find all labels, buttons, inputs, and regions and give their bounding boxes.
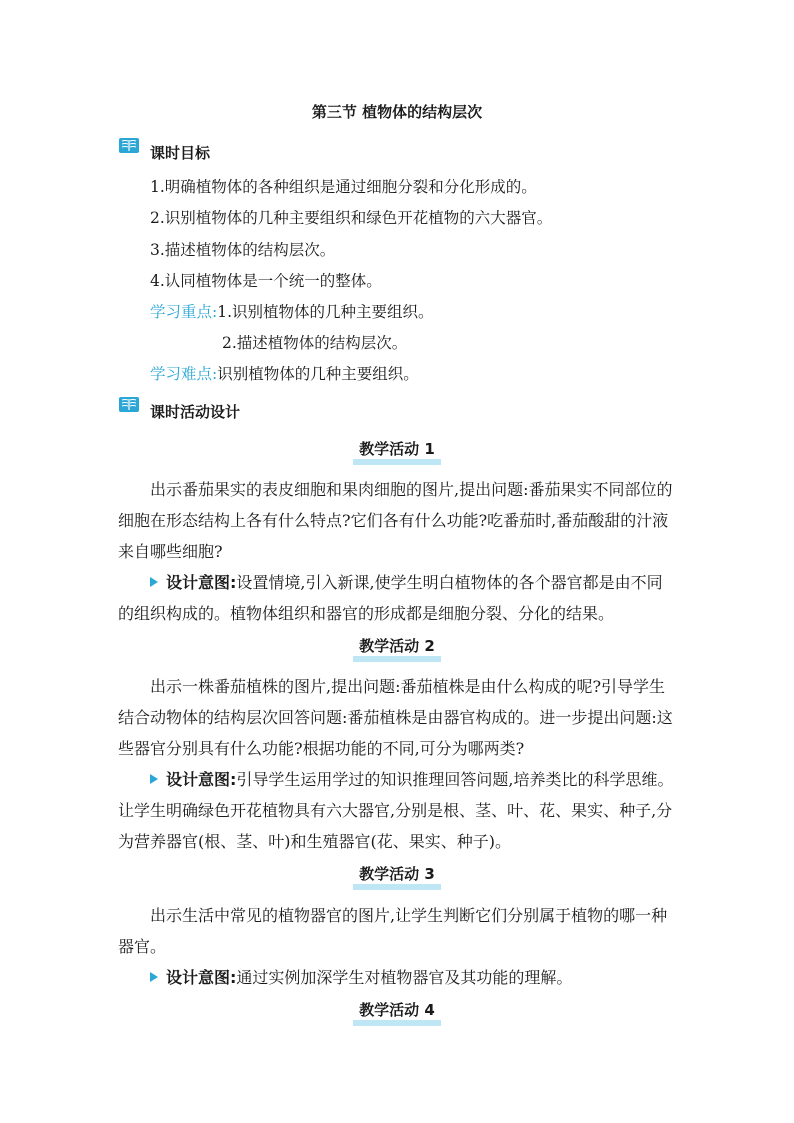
difficulty-line bbox=[150, 362, 419, 384]
design-text: 通过实例加深学生对植物器官及其功能的理解。 bbox=[236, 968, 573, 987]
activity-heading bbox=[0, 863, 794, 888]
activity-heading bbox=[0, 635, 794, 660]
design-intent-line bbox=[150, 965, 712, 988]
paragraph-line: 让学生明确绿色开花植物具有六大器官,分别是根、茎、叶、花、果实、种子,分 bbox=[118, 801, 673, 820]
book-icon bbox=[119, 396, 139, 416]
triangle-bullet-icon bbox=[150, 972, 158, 982]
difficulty-label: 学习难点: bbox=[150, 365, 218, 383]
paragraph-line: 来自哪些细胞? bbox=[118, 542, 223, 561]
design-label: 设计意图: bbox=[166, 770, 237, 789]
page-title: 第三节 植物体的结构层次 bbox=[311, 103, 483, 121]
design-intent-line bbox=[150, 570, 712, 593]
section-title-goals: 课时目标 bbox=[150, 144, 211, 162]
difficulty-text: 识别植物体的几种主要组织。 bbox=[217, 365, 419, 383]
design-text: 引导学生运用学过的知识推理回答问题,培养类比的科学思维。 bbox=[236, 770, 674, 789]
goal-item: 2.识别植物体的几种主要组织和绿色开花植物的六大器官。 bbox=[150, 209, 553, 227]
paragraph-line: 出示生活中常见的植物器官的图片,让学生判断它们分别属于植物的哪一种 bbox=[150, 906, 668, 925]
paragraph-line: 细胞在形态结构上各有什么特点?它们各有什么功能?吃番茄时,番茄酸甜的汁液 bbox=[118, 511, 669, 530]
activity-heading bbox=[0, 999, 794, 1024]
paragraph-line: 出示一株番茄植株的图片,提出问题:番茄植株是由什么构成的呢?引导学生 bbox=[150, 677, 666, 696]
activity-heading bbox=[0, 438, 794, 463]
section-title-activities: 课时活动设计 bbox=[150, 403, 241, 421]
goal-item: 3.描述植物体的结构层次。 bbox=[150, 241, 336, 259]
paragraph-line: 为营养器官(根、茎、叶)和生殖器官(花、果实、种子)。 bbox=[118, 832, 511, 851]
paragraph-line: 结合动物体的结构层次回答问题:番茄植株是由器官构成的。进一步提出问题:这 bbox=[118, 708, 673, 727]
design-label: 设计意图: bbox=[166, 968, 237, 987]
book-icon bbox=[119, 137, 139, 157]
triangle-bullet-icon bbox=[150, 774, 158, 784]
paragraph-line: 的组织构成的。植物体组织和器官的形成都是细胞分裂、分化的结果。 bbox=[118, 604, 615, 623]
activity-title: 教学活动 3 bbox=[359, 865, 435, 883]
paragraph-line: 器官。 bbox=[118, 937, 167, 956]
paragraph-line: 些器官分别具有什么功能?根据功能的不同,可分为哪两类? bbox=[118, 739, 525, 758]
paragraph-line: 出示番茄果实的表皮细胞和果肉细胞的图片,提出问题:番茄果实不同部位的 bbox=[150, 480, 673, 499]
activity-title: 教学活动 4 bbox=[359, 1001, 435, 1019]
focus-item: 2.描述植物体的结构层次。 bbox=[222, 334, 408, 352]
focus-line bbox=[150, 300, 434, 322]
design-text: 设置情境,引入新课,使学生明白植物体的各个器官都是由不同 bbox=[236, 573, 663, 592]
triangle-bullet-icon bbox=[150, 577, 158, 587]
activity-title: 教学活动 1 bbox=[359, 440, 435, 458]
focus-label: 学习重点: bbox=[150, 303, 218, 321]
goal-item: 4.认同植物体是一个统一的整体。 bbox=[150, 272, 382, 290]
activity-title: 教学活动 2 bbox=[359, 637, 435, 655]
focus-item: 1.识别植物体的几种主要组织。 bbox=[217, 303, 434, 321]
design-intent-line bbox=[150, 767, 712, 790]
goal-item: 1.明确植物体的各种组织是通过细胞分裂和分化形成的。 bbox=[150, 178, 537, 196]
design-label: 设计意图: bbox=[166, 573, 237, 592]
